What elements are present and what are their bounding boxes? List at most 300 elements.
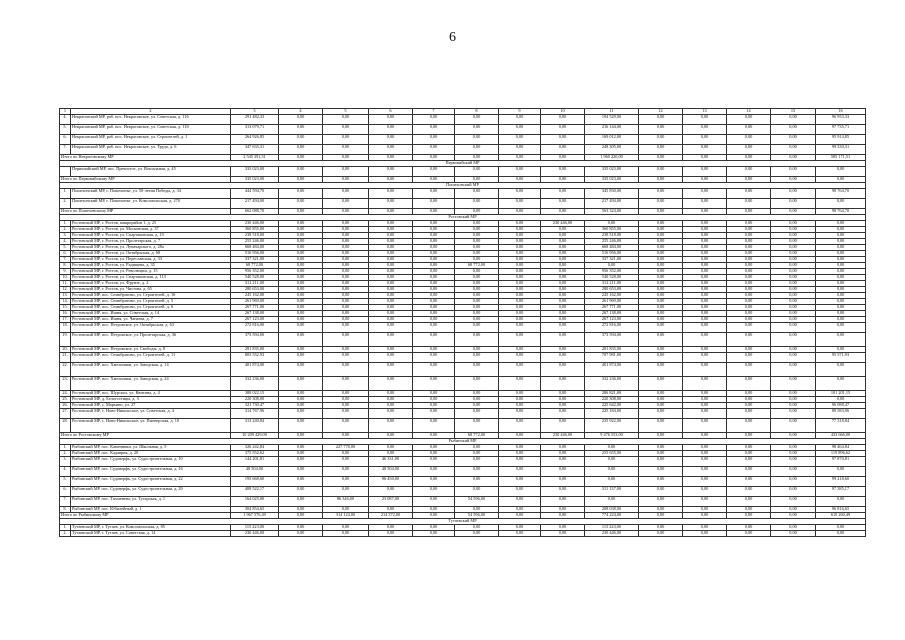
amount-cell: 0,00	[683, 377, 727, 391]
amount-cell: 0,00	[499, 115, 541, 125]
address-cell: Рыбинский МР, пос. Судоверфь, ул. Судостроительная, д. 10	[71, 457, 231, 467]
amount-cell: 0,00	[771, 507, 816, 513]
amount-cell: 0,00	[499, 125, 541, 135]
amount-cell: 169 012,00	[585, 135, 639, 145]
amount-cell: 0,00	[816, 305, 866, 311]
row-number: 23.	[60, 377, 71, 391]
subtotal-value: 0,00	[771, 209, 816, 215]
amount-cell: 0,00	[683, 257, 727, 263]
amount-cell: 0,00	[369, 377, 413, 391]
amount-cell: 291 482,33	[231, 115, 279, 125]
amount-cell: 0,00	[499, 333, 541, 347]
address-cell: Ростовский МР, г. Ростов, ул. Спартаковская, д. 113	[71, 275, 231, 281]
amount-cell: 0,00	[499, 281, 541, 287]
amount-cell: 68 772,00	[231, 263, 279, 269]
amount-cell: 0,00	[639, 299, 683, 305]
amount-cell: 0,00	[639, 311, 683, 317]
subtotal-value: 0,00	[499, 177, 541, 183]
amount-cell: 0,00	[279, 115, 323, 125]
amount-cell: 0,00	[639, 125, 683, 135]
amount-cell: 0,00	[455, 269, 499, 275]
amount-cell: 48 504,00	[369, 467, 413, 477]
row-number: 26.	[60, 403, 71, 409]
amount-cell: 401 874,00	[585, 363, 639, 377]
amount-cell: 0,00	[683, 281, 727, 287]
amount-cell: 0,00	[323, 451, 369, 457]
amount-cell: 208 038,00	[585, 507, 639, 513]
amount-cell: 0,00	[499, 391, 541, 397]
amount-cell: 0,00	[639, 135, 683, 145]
amount-cell: 345 830,00	[585, 189, 639, 199]
address-cell: Ростовский МР, с. Ново-Никольское, ул. Советская, д. 4	[71, 409, 231, 419]
amount-cell: 326 242,84	[231, 445, 279, 451]
address-cell: Некрасовский МР, раб. пос. Некрасовское, ул. Советская, д. 118	[71, 125, 231, 135]
amount-cell: 95 571,93	[816, 353, 866, 363]
address-cell: Ростовский МР, г. Ростов, ул. Октябрьская, д. 68	[71, 251, 231, 257]
subtotal-value: 9 476 553,00	[585, 433, 639, 439]
row-number: 21.	[60, 353, 71, 363]
amount-cell: 0,00	[499, 403, 541, 409]
column-number-cell: 15	[771, 109, 816, 115]
amount-cell: 0,00	[413, 467, 455, 477]
amount-cell: 0,00	[683, 487, 727, 497]
amount-cell: 0,00	[499, 227, 541, 233]
subtotal-value: 0,00	[639, 155, 683, 161]
amount-cell: 0,00	[279, 507, 323, 513]
subtotal-label: Итого по Рыбинскому МР	[60, 513, 231, 519]
amount-cell: 0,00	[279, 347, 323, 353]
amount-cell: 0,00	[771, 353, 816, 363]
amount-cell: 0,00	[727, 239, 771, 245]
amount-cell: 0,00	[771, 275, 816, 281]
amount-cell: 0,00	[816, 323, 866, 333]
amount-cell: 230 446,00	[585, 531, 639, 537]
amount-cell: 0,00	[369, 281, 413, 287]
row-number: 16.	[60, 311, 71, 317]
amount-cell: 0,00	[683, 233, 727, 239]
amount-cell: 0,00	[279, 419, 323, 433]
amount-cell: 0,00	[771, 269, 816, 275]
amount-cell: 0,00	[639, 347, 683, 353]
amount-cell: 0,00	[279, 299, 323, 305]
table-row	[60, 419, 866, 433]
amount-cell: 0,00	[683, 363, 727, 377]
subtotal-value: 0,00	[683, 155, 727, 161]
amount-cell: 0,00	[727, 275, 771, 281]
amount-cell: 0,00	[279, 167, 323, 177]
subtotal-label: Итого по Пошехонскому МР	[60, 209, 231, 215]
amount-cell: 0,00	[771, 221, 816, 227]
amount-cell: 0,00	[323, 245, 369, 251]
address-cell: Ростовский МР, пос. Семибратово, ул. Строителей, д. 5	[71, 299, 231, 305]
address-cell: Рыбинский МР, пос. Судоверфь, ул. Судостроительная, д. 29	[71, 487, 231, 497]
amount-cell: 0,00	[639, 189, 683, 199]
subtotal-value: 0,00	[771, 155, 816, 161]
amount-cell: 0,00	[455, 377, 499, 391]
amount-cell: 0,00	[683, 275, 727, 281]
amount-cell: 0,00	[727, 115, 771, 125]
amount-cell: 0,00	[541, 531, 585, 537]
amount-cell: 0,00	[455, 403, 499, 409]
amount-cell: 332 236,00	[585, 377, 639, 391]
amount-cell: 0,00	[683, 391, 727, 397]
amount-cell: 0,00	[279, 403, 323, 409]
amount-cell: 0,00	[279, 281, 323, 287]
amount-cell: 0,00	[541, 269, 585, 275]
amount-cell: 0,00	[771, 333, 816, 347]
section-title: Ростовский МР	[60, 215, 866, 221]
section-title: Тутаевский МР	[60, 519, 866, 525]
amount-cell: 0,00	[455, 363, 499, 377]
amount-cell: 0,00	[499, 233, 541, 239]
table-row	[60, 115, 866, 125]
subtotal-value: 0,00	[771, 177, 816, 183]
table-row	[60, 457, 866, 467]
amount-cell: 540 528,00	[231, 275, 279, 281]
amount-cell: 0,00	[499, 275, 541, 281]
amount-cell: 0,00	[323, 269, 369, 275]
amount-cell: 0,00	[639, 293, 683, 299]
column-number-cell: 2	[71, 109, 231, 115]
amount-cell: 0,00	[455, 391, 499, 397]
amount-cell: 0,00	[541, 403, 585, 409]
amount-cell: 0,00	[816, 497, 866, 507]
address-cell: Некрасовский МР, раб. пос. Некрасовское, ул. Труда, д. 6	[71, 145, 231, 155]
amount-cell: 313 079,71	[231, 125, 279, 135]
address-cell: Тутаевский МР, г. Тутаев, ул. Комсомольская, д. 85	[71, 525, 231, 531]
subtotal-value: 0,00	[369, 209, 413, 215]
amount-cell: 0,00	[639, 221, 683, 227]
amount-cell: 0,00	[639, 397, 683, 403]
row-number: 4.	[60, 115, 71, 125]
amount-cell: 0,00	[279, 275, 323, 281]
row-number: 2.	[60, 227, 71, 233]
row-number: 4.	[60, 467, 71, 477]
amount-cell: 0,00	[816, 363, 866, 377]
amount-cell: 0,00	[816, 317, 866, 323]
amount-cell: 0,00	[683, 457, 727, 467]
amount-cell: 0,00	[683, 347, 727, 353]
amount-cell: 0,00	[323, 189, 369, 199]
amount-cell: 0,00	[323, 135, 369, 145]
amount-cell: 0,00	[639, 487, 683, 497]
amount-cell: 0,00	[639, 239, 683, 245]
table-row	[60, 409, 866, 419]
subtotal-value: 0,00	[541, 177, 585, 183]
amount-cell: 0,00	[323, 199, 369, 209]
amount-cell: 0,00	[585, 497, 639, 507]
column-number-cell: 10	[541, 109, 585, 115]
section-title: Рыбинский МР	[60, 439, 866, 445]
amount-cell: 0,00	[499, 323, 541, 333]
amount-cell: 0,00	[727, 419, 771, 433]
column-number-cell: 9	[499, 109, 541, 115]
amount-cell: 0,00	[369, 199, 413, 209]
amount-cell: 0,00	[541, 135, 585, 145]
amount-cell: 0,00	[499, 293, 541, 299]
subtotal-value: 0,00	[279, 433, 323, 439]
amount-cell: 0,00	[727, 221, 771, 227]
amount-cell: 96 816,65	[816, 507, 866, 513]
amount-cell: 164 025,00	[231, 497, 279, 507]
amount-cell: 0,00	[369, 333, 413, 347]
amount-cell: 0,00	[455, 507, 499, 513]
amount-cell: 194 529,00	[585, 115, 639, 125]
subtotal-value: 2 545 391,51	[231, 155, 279, 161]
table-row	[60, 167, 866, 177]
amount-cell: 216 144,00	[585, 125, 639, 135]
amount-cell: 0,00	[541, 145, 585, 155]
amount-cell: 0,00	[683, 189, 727, 199]
amount-cell: 230 446,00	[231, 531, 279, 537]
amount-cell: 97 870,81	[816, 457, 866, 467]
subtotal-value: 0,00	[639, 177, 683, 183]
amount-cell: 0,00	[639, 251, 683, 257]
amount-cell: 281 835,00	[585, 347, 639, 353]
amount-cell: 337 321,00	[231, 257, 279, 263]
amount-cell: 0,00	[323, 419, 369, 433]
amount-cell: 0,00	[413, 145, 455, 155]
amount-cell: 0,00	[279, 221, 323, 227]
amount-cell: 261 969,00	[585, 299, 639, 305]
subtotal-value: 0,00	[683, 209, 727, 215]
address-cell: Ростовский МР, г. Ростов, ул. Переславская, д. 33	[71, 257, 231, 263]
amount-cell: 304 854,65	[231, 507, 279, 513]
amount-cell: 0,00	[499, 305, 541, 311]
amount-cell: 0,00	[541, 233, 585, 239]
subtotal-value: 0,00	[683, 177, 727, 183]
amount-cell: 0,00	[279, 323, 323, 333]
address-cell: Первомайский МР, пос. Пречистое, ул. Вокзальная, д. 45	[71, 167, 231, 177]
amount-cell: 0,00	[683, 477, 727, 487]
amount-cell: 0,00	[499, 317, 541, 323]
amount-cell: 0,00	[816, 287, 866, 293]
amount-cell: 0,00	[541, 167, 585, 177]
amount-cell: 0,00	[683, 251, 727, 257]
amount-cell: 0,00	[771, 257, 816, 263]
row-number: 18.	[60, 323, 71, 333]
address-cell: Ростовский МР, пос. Семибратово, ул. Строителей, д. 16	[71, 293, 231, 299]
amount-cell: 0,00	[639, 497, 683, 507]
amount-cell: 0,00	[413, 377, 455, 391]
amount-cell: 0,00	[455, 125, 499, 135]
subtotal-value: 0,00	[279, 155, 323, 161]
amount-cell: 312 211,00	[231, 281, 279, 287]
amount-cell: 0,00	[816, 347, 866, 353]
amount-cell: 0,00	[279, 525, 323, 531]
amount-cell: 0,00	[499, 451, 541, 457]
amount-cell: 0,00	[771, 391, 816, 397]
row-number: 20.	[60, 347, 71, 353]
amount-cell: 0,00	[323, 281, 369, 287]
amount-cell: 96 953,33	[816, 115, 866, 125]
amount-cell: 0,00	[683, 451, 727, 457]
amount-cell: 0,00	[683, 135, 727, 145]
amount-cell: 0,00	[683, 323, 727, 333]
amount-cell: 0,00	[413, 251, 455, 257]
amount-cell: 0,00	[323, 377, 369, 391]
amount-cell: 0,00	[771, 497, 816, 507]
amount-cell: 0,00	[727, 353, 771, 363]
amount-cell: 0,00	[541, 409, 585, 419]
amount-cell: 0,00	[727, 323, 771, 333]
amount-cell: 0,00	[816, 227, 866, 233]
address-cell: Ростовский МР, д. Белогостицы, д. 3	[71, 397, 231, 403]
row-number: 24.	[60, 391, 71, 397]
address-cell: Ростовский МР, пос. Семибратово, ул. Строителей, д. 11	[71, 353, 231, 363]
row-number: 6.	[60, 487, 71, 497]
amount-cell: 0,00	[413, 347, 455, 353]
amount-cell: 0,00	[369, 167, 413, 177]
amount-cell: 375 552,62	[231, 451, 279, 457]
amount-cell: 0,00	[639, 245, 683, 251]
amount-cell: 0,00	[727, 451, 771, 457]
column-number-cell: 16	[816, 109, 866, 115]
amount-cell: 0,00	[727, 135, 771, 145]
amount-cell: 0,00	[323, 347, 369, 353]
amount-cell: 0,00	[323, 323, 369, 333]
subtotal-value: 314 124,00	[323, 513, 369, 519]
amount-cell: 0,00	[727, 305, 771, 311]
amount-cell: 0,00	[639, 227, 683, 233]
row-number: 3.	[60, 457, 71, 467]
row-number: 13.	[60, 293, 71, 299]
amount-cell: 0,00	[323, 257, 369, 263]
amount-cell: 0,00	[323, 409, 369, 419]
address-cell: Рыбинский МР, пос. Каменники, ул. Школьная, д. 5	[71, 445, 231, 451]
address-cell: Ростовский МР, пос. Хмельники, ул. Заводская, д. 24	[71, 377, 231, 391]
amount-cell: 0,00	[771, 233, 816, 239]
subtotal-value: 0,00	[499, 513, 541, 519]
amount-cell: 0,00	[323, 477, 369, 487]
amount-cell: 0,00	[683, 245, 727, 251]
amount-cell: 0,00	[771, 287, 816, 293]
row-number: 7.	[60, 497, 71, 507]
amount-cell: 0,00	[323, 263, 369, 269]
amount-cell: 0,00	[816, 263, 866, 269]
amount-cell: 0,00	[279, 457, 323, 467]
amount-cell: 0,00	[816, 397, 866, 403]
amount-cell: 0,00	[771, 135, 816, 145]
amount-cell: 0,00	[369, 409, 413, 419]
subtotal-value: 774 224,00	[585, 513, 639, 519]
amount-cell: 0,00	[455, 347, 499, 353]
amount-cell: 0,00	[499, 135, 541, 145]
amount-cell: 0,00	[683, 145, 727, 155]
amount-cell: 0,00	[279, 311, 323, 317]
amount-cell: 0,00	[369, 145, 413, 155]
address-cell: Ростовский МР, с. Ново-Никольское, ул. Пионерская, д. 10	[71, 419, 231, 433]
amount-cell: 0,00	[639, 287, 683, 293]
address-cell: Ростовский МР, пос. Ишня, ул. Чапаева, д. 7	[71, 317, 231, 323]
amount-cell: 0,00	[727, 311, 771, 317]
amount-cell: 0,00	[727, 397, 771, 403]
amount-cell: 388 022,15	[231, 391, 279, 397]
amount-cell: 0,00	[683, 269, 727, 275]
subtotal-label: Итого по Первомайскому МР	[60, 177, 231, 183]
amount-cell: 0,00	[727, 299, 771, 305]
subtotal-value: 0,00	[499, 155, 541, 161]
amount-cell: 0,00	[541, 353, 585, 363]
amount-cell: 0,00	[771, 305, 816, 311]
amount-cell: 0,00	[683, 507, 727, 513]
amount-cell: 0,00	[279, 227, 323, 233]
subtotal-value: 0,00	[279, 177, 323, 183]
subtotal-value: 0,00	[323, 155, 369, 161]
amount-cell: 0,00	[771, 227, 816, 233]
amount-cell: 0,00	[279, 353, 323, 363]
amount-cell: 0,00	[771, 189, 816, 199]
amount-cell: 0,00	[455, 281, 499, 287]
amount-cell: 0,00	[455, 251, 499, 257]
amount-cell: 0,00	[369, 125, 413, 135]
table-row	[60, 531, 866, 537]
amount-cell: 0,00	[816, 525, 866, 531]
table-row	[60, 125, 866, 135]
budget-table	[59, 108, 866, 537]
amount-cell: 0,00	[279, 257, 323, 263]
amount-cell: 0,00	[455, 397, 499, 403]
row-number: 2.	[60, 199, 71, 209]
address-cell: Некрасовский МР, раб. пос. Некрасовское, ул. Строителей, д. 1	[71, 135, 231, 145]
amount-cell: 0,00	[639, 115, 683, 125]
table-row	[60, 145, 866, 155]
amount-cell: 0,00	[499, 145, 541, 155]
subtotal-value: 0,00	[369, 177, 413, 183]
amount-cell: 0,00	[541, 239, 585, 245]
amount-cell: 0,00	[413, 477, 455, 487]
amount-cell: 0,00	[323, 227, 369, 233]
subtotal-value: 214 372,00	[369, 513, 413, 519]
amount-cell: 0,00	[323, 251, 369, 257]
amount-cell: 0,00	[639, 281, 683, 287]
amount-cell: 0,00	[727, 199, 771, 209]
amount-cell: 0,00	[413, 391, 455, 397]
amount-cell: 0,00	[683, 467, 727, 477]
amount-cell: 0,00	[455, 467, 499, 477]
amount-cell: 0,00	[541, 323, 585, 333]
amount-cell: 707 981,00	[585, 353, 639, 363]
amount-cell: 0,00	[639, 145, 683, 155]
amount-cell: 0,00	[727, 287, 771, 293]
amount-cell: 0,00	[455, 227, 499, 233]
amount-cell: 264 926,85	[231, 135, 279, 145]
amount-cell: 0,00	[727, 507, 771, 513]
amount-cell: 0,00	[541, 525, 585, 531]
amount-cell: 0,00	[413, 239, 455, 245]
amount-cell: 0,00	[279, 269, 323, 275]
amount-cell: 0,00	[771, 311, 816, 317]
amount-cell: 0,00	[323, 239, 369, 245]
table-row	[60, 135, 866, 145]
amount-cell: 0,00	[499, 347, 541, 353]
amount-cell: 272 816,00	[231, 323, 279, 333]
amount-cell: 0,00	[413, 125, 455, 135]
amount-cell: 0,00	[771, 419, 816, 433]
amount-cell: 668 484,00	[231, 245, 279, 251]
amount-cell: 0,00	[413, 403, 455, 409]
amount-cell: 0,00	[369, 275, 413, 281]
row-number: 9.	[60, 269, 71, 275]
amount-cell: 0,00	[413, 245, 455, 251]
amount-cell: 0,00	[369, 397, 413, 403]
amount-cell: 0,00	[499, 507, 541, 513]
address-cell: Пошехонский МР, г. Пошехонье, ул. 50-летия Победы, д. 34	[71, 189, 231, 199]
address-cell: Рыбинский МР, пос. Судоверфь, ул. Судостроительная, д. 22	[71, 477, 231, 487]
subtotal-value: 0,00	[541, 513, 585, 519]
amount-cell: 321 730,47	[231, 403, 279, 409]
amount-cell: 0,00	[541, 363, 585, 377]
